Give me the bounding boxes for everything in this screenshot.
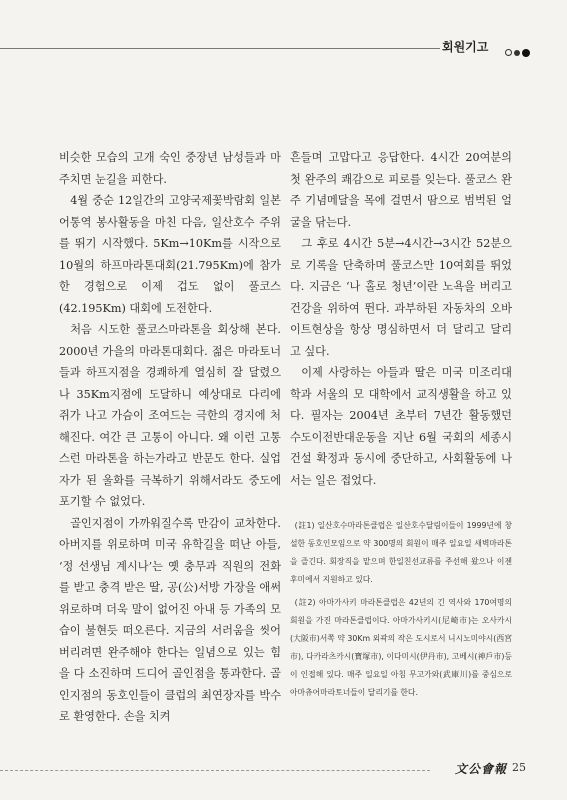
section-title: 회원기고 — [442, 40, 489, 54]
left-column — [59, 147, 281, 728]
paragraph: 흔들며 고맙다고 응답한다. 4시간 20여분의 첫 완주의 쾌감으로 피로를 잊는다. 풀코스 완주 기념메달을 목에 걸면서 땀으로 범벅된 얼굴을 닦는다. — [290, 151, 512, 229]
footer-rule — [0, 770, 430, 771]
paragraph: 골인지점이 가까워질수록 만감이 교차한다. 아버지를 위로하며 미국 유학길을 떠난 아들, ‘정 선생님 계시나’는 옛 충무과 직원의 전화를 받고 충격 받은 딸, 공(公)서방 가장을 애써 위로하며 더욱 말이 없어진 아내 등 가족의 모습이 불현듯 떠오른다. 지금의 서러움을 씻어 버리려면 완주해야 한다는 일념으로 있는 힘을 다 소진하며 드디어 골인점을 통과한다. 골인지점의 동호인들이 클럽의 최연장자를 박수로 환영한다. 손을 치켜 — [59, 516, 281, 723]
footnote: (註2) 아마가사키 마라톤클럽은 42년의 긴 역사와 170여명의 회원을 가진 마라톤클럽이다. 아마가사키시(尼崎市)는 오사카시(大阪市)서쪽 약 30Km 외곽의 작은 도시로서 니시노미야시(西宮市), 다카라츠카시(寶塚市), 이다미시(伊丹市), 고베시(神戶市)등이 인접해 있다. 매주 일요일 아침 무고가와(武庫川)를 중심으로 아마츄어마라토너들이 달리기를 한다. — [290, 598, 512, 697]
footnotes — [290, 517, 512, 702]
page-header — [0, 38, 567, 58]
right-column — [290, 147, 512, 707]
paragraph: 처음 시도한 풀코스마라톤을 회상해 본다. 2000년 가을의 마라톤대회다. 젊은 마라토너들과 하프지점을 경쾌하게 열심히 잘 달렸으나 35Km지점에 도달하니 예상대로 다리에 쥐가 나고 가슴이 조여드는 극한의 경지에 처해진다. 여간 큰 고통이 아니다. 왜 이런 고통스런 마라톤을 하는가라고 반문도 한다. 실업자가 된 울화를 극복하기 위해서라도 중도에 포기할 수 없었다. — [59, 323, 281, 508]
paragraph: 비슷한 모습의 고개 숙인 중장년 남성들과 마주치면 눈길을 피한다. — [59, 151, 281, 186]
page-footer — [0, 760, 567, 780]
publication-logo: 文公會報 — [455, 762, 508, 776]
page-number: 25 — [512, 761, 526, 774]
paragraph: 그 후로 4시간 5분→4시간→3시간 52분으로 기록을 단축하며 풀코스만 10여회를 뛰었다. 지금은 ‘나 홀로 청년’이란 노욕을 버리고 건강을 위하여 뛴다. 과부하된 자동차의 오바이트현상을 항상 명심하면서 더 달리고 달리고 싶다. — [290, 237, 512, 358]
decorative-dots-icon — [505, 42, 532, 61]
footnote: (註1) 일산호수마라톤클럽은 일산호수달림이들이 1999년에 창설한 동호인모임으로 약 300명의 회원이 매주 일요일 새벽마라톤을 즐긴다. 회장직을 맡으며 한일친선교류를 주선해 왔으나 이젠 후미에서 지원하고 있다. — [290, 521, 512, 584]
paragraph: 이제 사랑하는 아들과 딸은 미국 미조리대학과 서울의 모 대학에서 교직생활을 하고 있다. 필자는 2004년 초부터 7년간 활동했던 수도이전반대운동을 지난 6월 국회의 세종시건설 확정과 동시에 중단하고, 사회활동에 나서는 일은 접었다. — [290, 366, 512, 487]
header-rule — [0, 48, 440, 49]
paragraph: 4월 중순 12일간의 고양국제꽃박람회 일본 어통역 봉사활동을 마친 다음, 일산호수 주위를 뛰기 시작했다. 5Km→10Km를 시작으로 10월의 하프마라톤대회(21.795Km)에 참가한 경험으로 이제 겁도 없이 풀코스(42.195Km) 대회에 도전한다. — [59, 194, 281, 315]
